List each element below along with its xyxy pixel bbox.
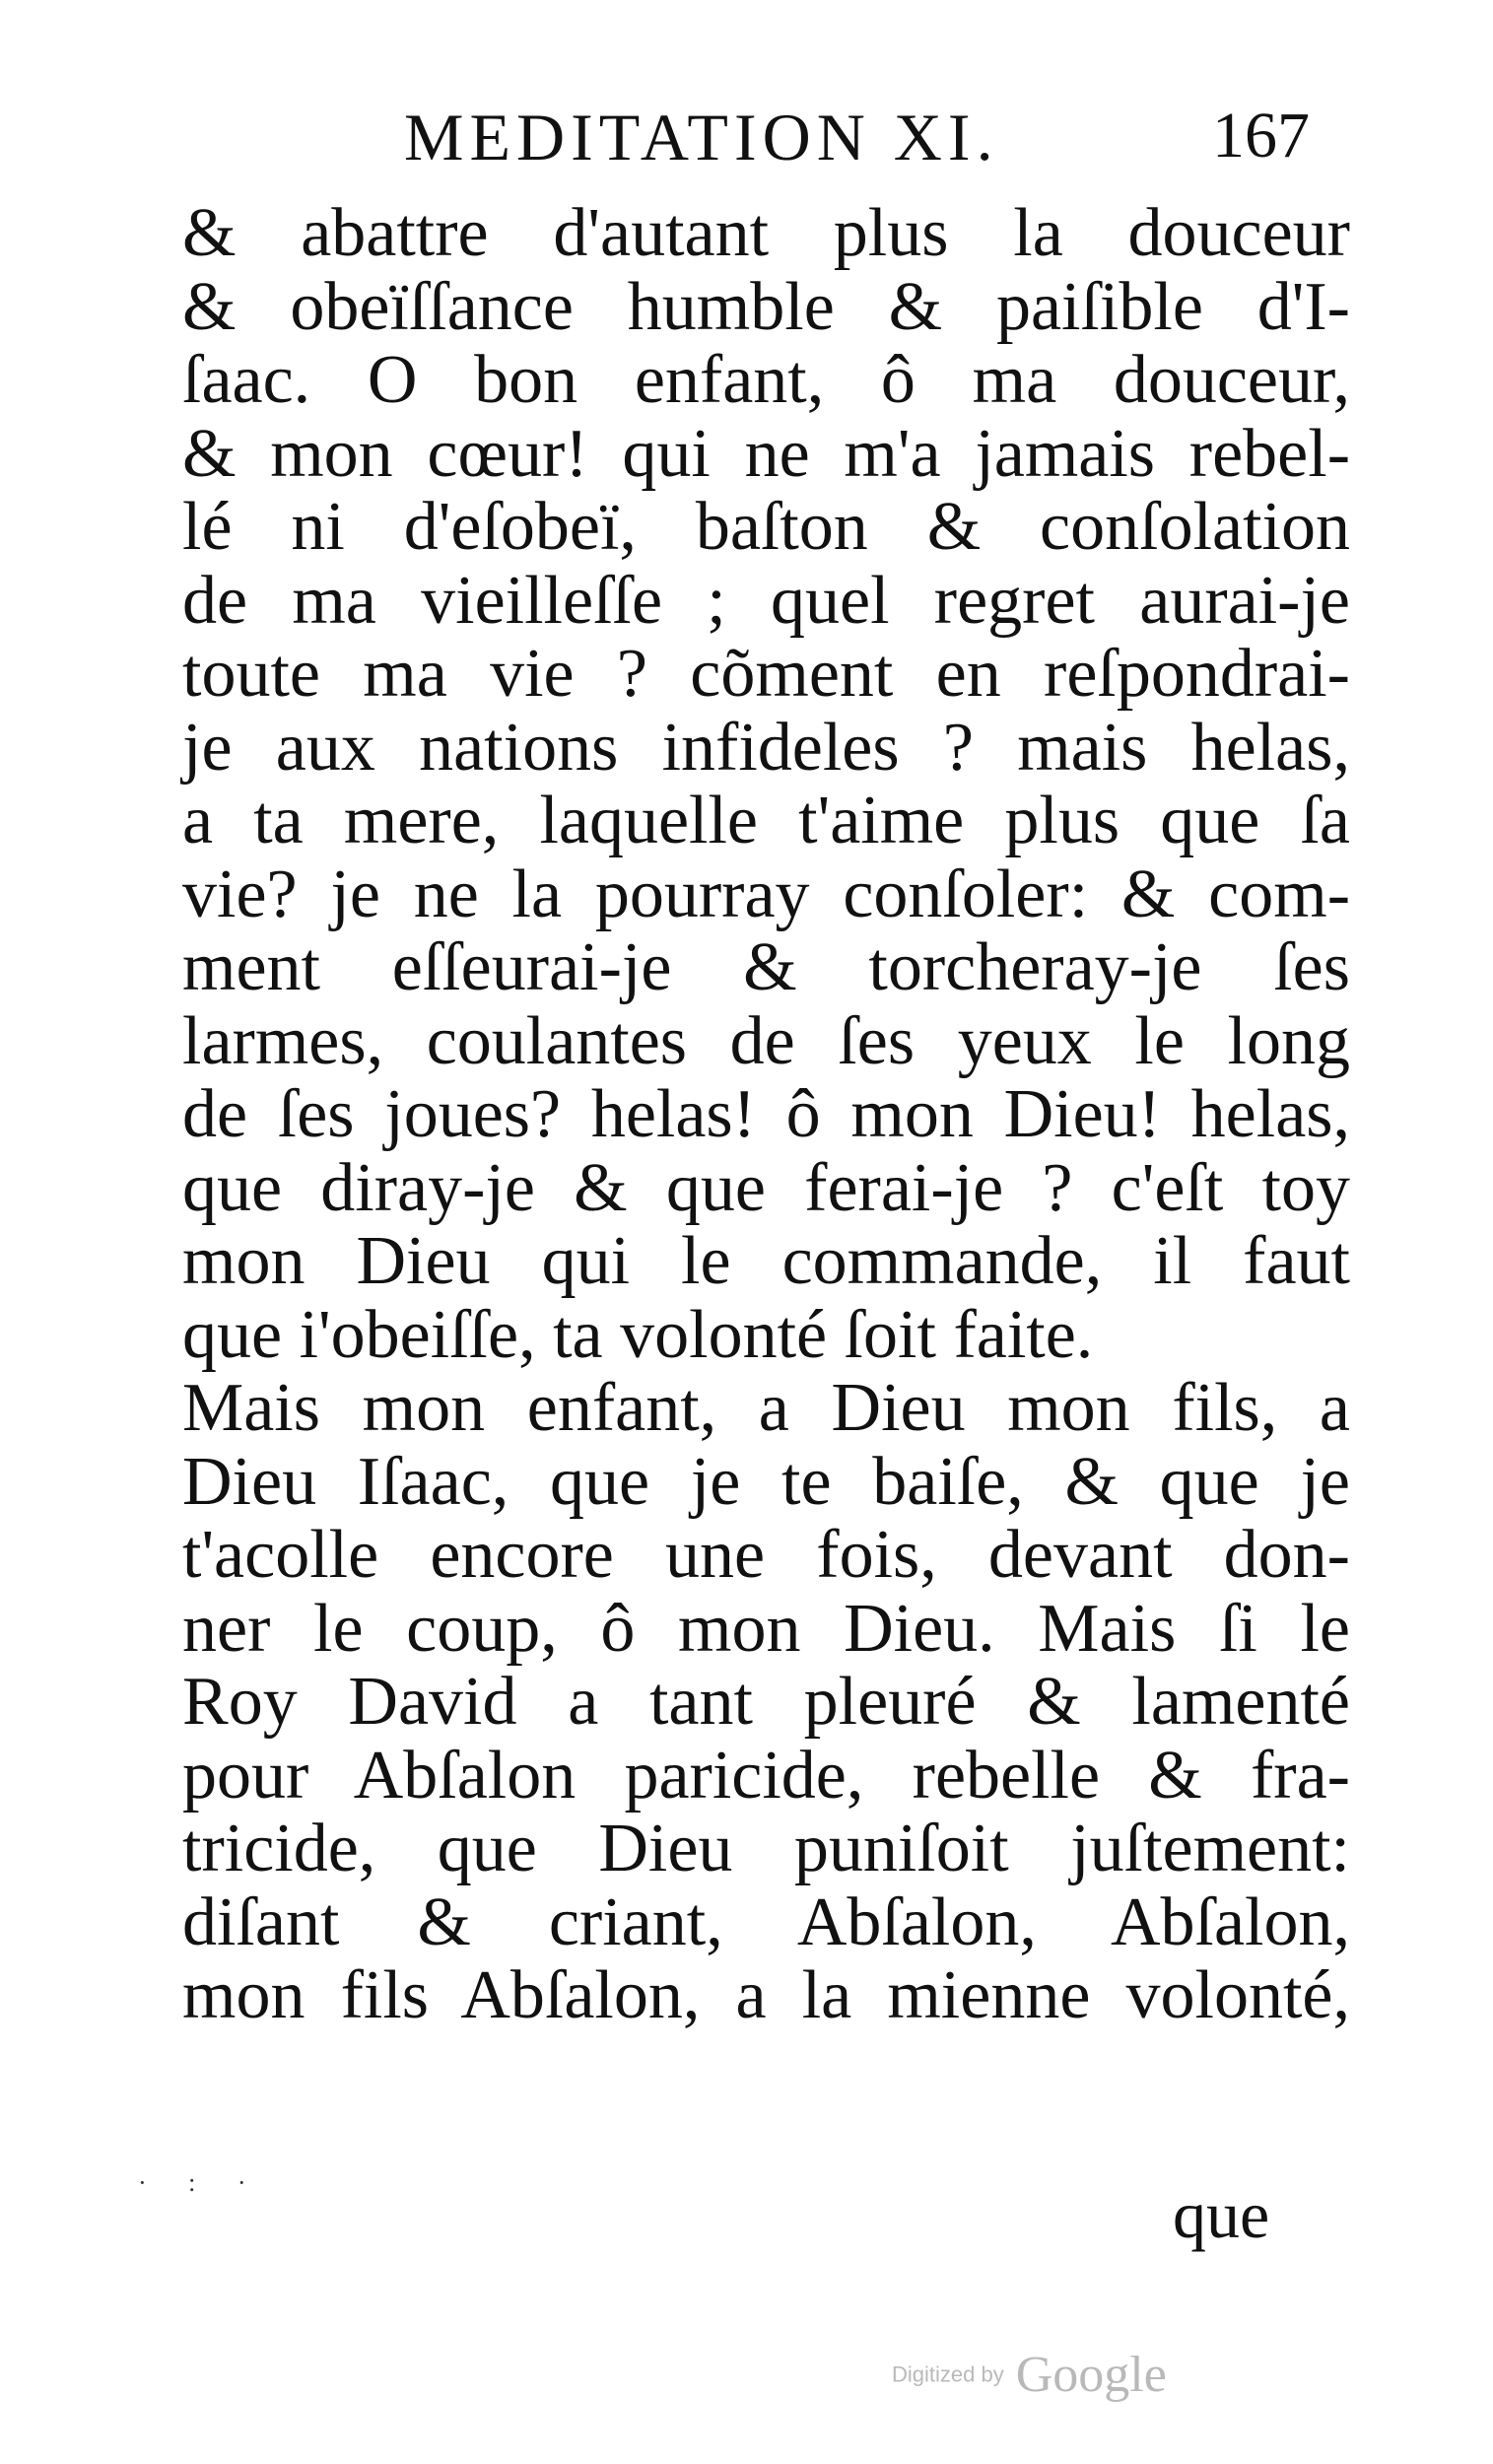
text-line: que diray-je & que ferai-je ? c'eſt toy: [182, 1149, 1350, 1226]
watermark-brand-logo: Google: [1015, 2347, 1167, 2403]
text-line: & mon cœur! qui ne m'a jamais rebel-: [182, 415, 1350, 492]
watermark-small-text: Digitized by: [892, 2361, 1004, 2387]
text-line: ner le coup, ô mon Dieu. Mais ſi le: [182, 1590, 1350, 1667]
text-line: Roy David a tant pleuré & lamenté: [182, 1664, 1350, 1740]
text-line: mon Dieu qui le commande, il faut: [182, 1223, 1350, 1299]
text-line: diſant & criant, Abſalon, Abſalon,: [182, 1883, 1350, 1960]
digitization-watermark: [892, 2346, 1167, 2404]
text-line: Dieu Iſaac, que je te baiſe, & que je: [182, 1443, 1350, 1520]
text-line: ment eſſeurai-je & torcheray-je ſes: [182, 929, 1350, 1005]
text-line: & abattre d'autant plus la douceur: [182, 195, 1350, 271]
catchword: que: [1173, 2177, 1270, 2252]
running-title: MEDITATION XI.: [404, 100, 999, 174]
text-line: pour Abſalon paricide, rebelle & fra-: [182, 1737, 1350, 1814]
text-line: de ma vieilleſſe ; quel regret aurai-je: [182, 562, 1350, 639]
text-line: tricide, que Dieu puniſoit juſtement:: [182, 1811, 1350, 1886]
text-line: toute ma vie ? cõment en reſpondrai-: [182, 636, 1350, 712]
text-line: lé ni d'eſobeï, baſton & conſolation: [182, 489, 1350, 565]
text-line: t'acolle encore une fois, devant don-: [182, 1517, 1350, 1593]
text-line: larmes, coulantes de ſes yeux le long: [182, 1002, 1350, 1079]
text-line: ſaac. O bon enfant, ô ma douceur,: [182, 342, 1350, 418]
text-line: Mais mon enfant, a Dieu mon fils, a: [182, 1370, 1350, 1446]
body-text: [182, 197, 1350, 2033]
running-head: [0, 99, 1493, 187]
text-line: que i'obeiſſe, ta volonté ſoit faite.: [182, 1296, 1094, 1373]
text-line: & obeïſſance humble & paiſible d'I-: [182, 268, 1350, 345]
print-specks: · : ·: [138, 2168, 264, 2197]
text-line: de ſes joues? helas! ô mon Dieu! helas,: [182, 1076, 1350, 1152]
page-number: 167: [1212, 100, 1310, 171]
text-line: je aux nations infideles ? mais helas,: [182, 709, 1350, 786]
text-line: mon fils Abſalon, a la mienne volonté,: [182, 1957, 1350, 2033]
text-line: a ta mere, laquelle t'aime plus que ſa: [182, 783, 1350, 858]
text-line: vie? je ne la pourray conſoler: & com-: [182, 856, 1350, 932]
